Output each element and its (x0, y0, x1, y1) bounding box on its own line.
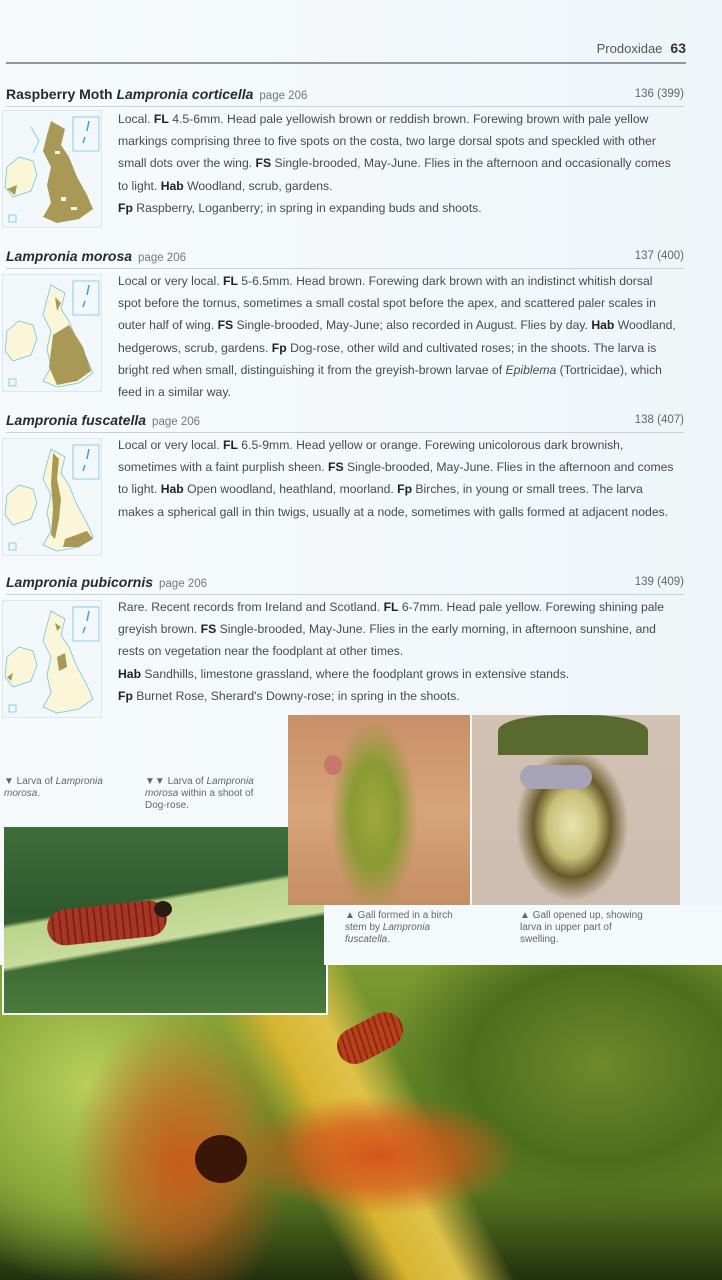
caption-larva-shoot: ▼▼ Larva of Lampronia morosa within a shoot of Dog-rose. (145, 776, 254, 811)
page-reference[interactable]: page 206 (159, 578, 207, 590)
entry-heading (6, 574, 684, 595)
distribution-map (2, 110, 102, 228)
larva-in-shoot (331, 1006, 410, 1071)
gall-top (498, 715, 648, 755)
scientific-name: Lampronia fuscatella (6, 412, 147, 428)
scientific-name: Lampronia pubicornis (6, 574, 154, 590)
photo-larva-on-leaf (2, 825, 328, 1015)
species-number: 137 (400) (634, 250, 684, 262)
species-number: 136 (399) (634, 88, 684, 100)
entry-title (6, 248, 186, 264)
entry-title: Raspberry Moth Lampronia corticella page 206 (6, 86, 308, 102)
species-number: 138 (407) (634, 414, 684, 426)
distribution-map (2, 274, 102, 392)
scientific-name: Lampronia morosa (6, 248, 133, 264)
british-isles-map-icon (3, 275, 101, 391)
entry-heading (6, 86, 684, 107)
distribution-map (2, 438, 102, 556)
caption-larva-morosa: ▼ Larva of Lampronia morosa. (4, 776, 103, 799)
distribution-map (2, 600, 102, 718)
larva-head (154, 901, 172, 917)
page-reference[interactable]: page 206 (259, 90, 308, 102)
british-isles-map-icon (3, 601, 101, 717)
entry-heading (6, 248, 684, 269)
photo-gall-stem (288, 715, 470, 905)
entry-description: Local. FL 4.5-6mm. Head pale yellowish brown or reddish brown. Forewing brown with pale yellow markings comprising three to five spots on the costa, two large dorsal spots and speckled with other small dots over the wing. FS Single-brooded, May-June. Flies in the afternoon and occasionally comes to light. Hab Woodland, scrub, gardens. Fp Raspberry, Loganberry; in spring in expanding buds and shoots. (118, 112, 671, 215)
entry-description: Rare. Recent records from Ireland and Scotland. FL 6-7mm. Head pale yellow. Forewing shining pale greyish brown. FS Single-brooded, May-June. Flies in the early morning, in afternoon sunshine, and rests on vegetation near the foodplant at other times. Hab Sandhills, limestone grassland, where the foodplant grows in extensive stands. Fp Burnet Rose, Sherard's Downy-rose; in spring in the shoots. (118, 600, 665, 703)
photo-gall-opened (472, 715, 680, 905)
larva (45, 899, 168, 947)
entry-title (6, 412, 200, 428)
entry-heading (6, 412, 684, 433)
page-number: 63 (670, 40, 686, 56)
british-isles-map-icon (3, 439, 101, 555)
family-name: Prodoxidae (596, 41, 663, 56)
header-rule (6, 62, 686, 64)
bud (324, 755, 342, 775)
entry-description: Local or very local. FL 5-6.5mm. Head brown. Forewing dark brown with an indistinct whitish dorsal spot before the tornus, sometimes a small costal spot before the apex, and scattered paler scales in outer half of wing. FS Single-brooded, May-June; also recorded in August. Flies by day. Hab Woodland, hedgerows, scrub, gardens. Fp Dog-rose, other wild and cultivated roses; in the shoots. The larva is bright red when small, distinguishing it from the greyish-brown larvae of Epiblema (Tortricidae), which feed in a similar way. (118, 274, 676, 400)
shoot-hole (195, 1135, 247, 1183)
caption-gall-formed: ▲ Gall formed in a birch stem by Lampronia fuscatella. (345, 910, 453, 945)
scientific-name: Lampronia corticella (116, 86, 254, 102)
larva-in-gall (520, 765, 592, 789)
entry-title (6, 574, 207, 590)
caption-gall-opened: ▲ Gall opened up, showing larva in upper part of swelling. (520, 910, 643, 945)
entry-description: Local or very local. FL 6.5-9mm. Head yellow or orange. Forewing unicolorous dark brownish, sometimes with a faint purplish sheen. FS Single-brooded, May-June. Flies in the afternoon and comes to light. Hab Open woodland, heathland, moorland. Fp Birches, in young or small trees. The larva makes a spherical gall in thin twigs, usually at a node, sometimes with galls formed at adjacent nodes. (118, 438, 674, 519)
page-reference[interactable]: page 206 (138, 252, 186, 264)
species-number: 139 (409) (634, 576, 684, 588)
british-isles-map-icon (3, 111, 101, 227)
page-reference[interactable]: page 206 (152, 416, 201, 428)
running-head (0, 40, 686, 62)
